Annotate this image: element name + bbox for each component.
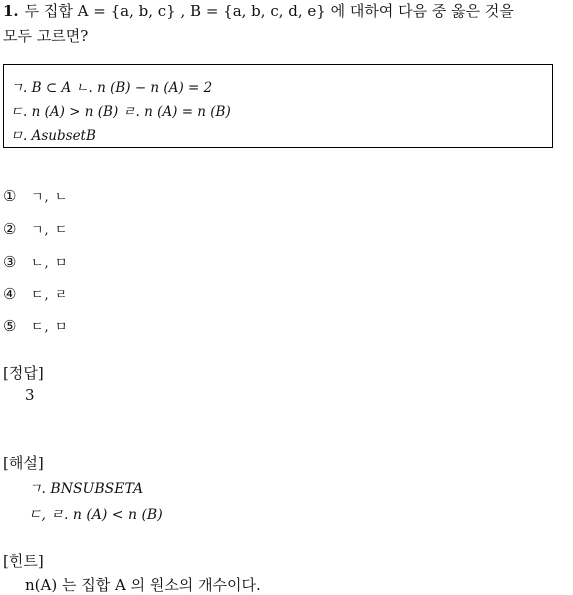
choice-text: ㄷ, ㄹ — [31, 288, 69, 303]
choice-number: ③ — [3, 253, 17, 271]
statement-box — [3, 64, 553, 148]
explanation-line-2: ㄷ, ㄹ. n (A) < n (B) — [28, 507, 163, 523]
question-line-2: 모두 고르면? — [3, 27, 89, 45]
statement-line-1: ㄱ. B ⊂ A ㄴ. n (B) − n (A) = 2 — [10, 80, 213, 96]
choice-3[interactable] — [3, 252, 68, 271]
answer-label: [정답] — [3, 364, 44, 382]
choice-5[interactable] — [3, 316, 68, 335]
explanation-line-1: ㄱ. BNSUBSETA — [28, 481, 144, 497]
question-line-1 — [3, 0, 514, 22]
choice-text: ㄴ, ㅁ — [31, 256, 69, 271]
choice-2[interactable] — [3, 219, 68, 238]
statement-line-3: ㅁ. AsubsetB — [10, 128, 96, 144]
choice-number: ④ — [3, 285, 17, 303]
choice-text: ㄷ, ㅁ — [31, 320, 69, 335]
explanation-label: [해설] — [3, 454, 44, 472]
question-text-1: 두 집합 A = {a, b, c} , B = {a, b, c, d, e} 에 대하여 다음 중 옳은 것을 — [24, 2, 514, 20]
choice-1[interactable] — [3, 186, 68, 205]
choice-4[interactable] — [3, 284, 68, 303]
hint-text: n(A) 는 집합 A 의 원소의 개수이다. — [25, 576, 261, 594]
answer-value: 3 — [25, 386, 35, 404]
choice-number: ① — [3, 187, 17, 205]
question-number: 1. — [3, 2, 19, 20]
choice-number: ② — [3, 220, 17, 238]
choice-text: ㄱ, ㄴ — [31, 190, 69, 205]
choice-text: ㄱ, ㄷ — [31, 223, 69, 238]
hint-label: [힌트] — [3, 552, 44, 570]
statement-line-2: ㄷ. n (A) > n (B) ㄹ. n (A) = n (B) — [10, 104, 231, 120]
choice-number: ⑤ — [3, 317, 17, 335]
